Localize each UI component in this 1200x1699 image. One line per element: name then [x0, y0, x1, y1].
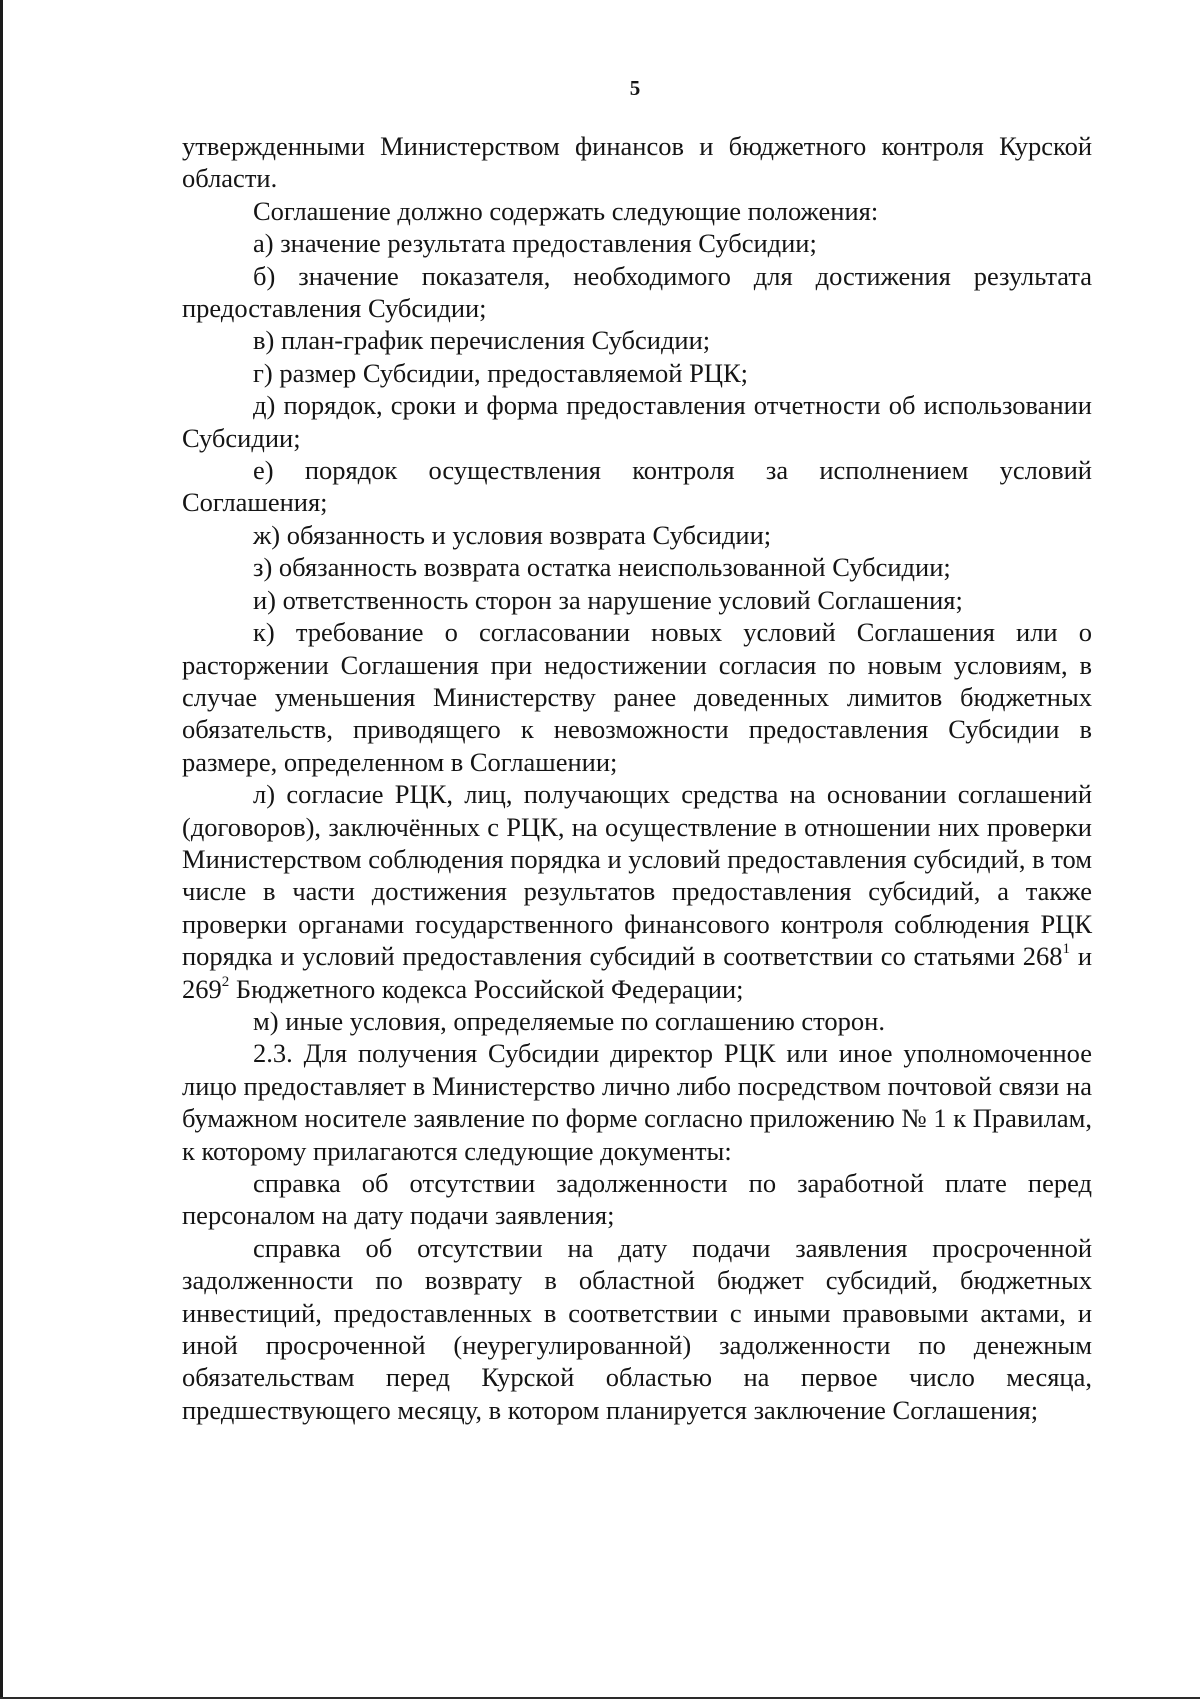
list-item-l-text-a: л) согласие РЦК, лиц, получающих средства на основании соглашений (договоров), заключённых с РЦК, на осуществление в отношении них проверки Министерством соблюдения порядка и условий предоставления субсидий, в том числе в части достижения результатов предоставления субсидий, а также проверки органами государственного финансового контроля соблюдения РЦК порядка и условий предоставления субсидий в соответствии со статьями 268 [182, 779, 1092, 972]
footnote-superscript-2: 2 [221, 973, 230, 990]
list-item-l-text-c: Бюджетного кодекса Российской Федерации; [229, 973, 744, 1004]
list-item-k: к) требование о согласовании новых условий Соглашения или о расторжении Соглашения при недостижении согласия по новым условиям, в случае уменьшения Министерству ранее доведенных лимитов бюджетных обязательств, приводящего к невозможности предоставления Субсидии в размере, определенном в Соглашении; [182, 617, 1092, 777]
list-item-m: м) иные условия, определяемые по соглашению сторон. [253, 1005, 885, 1036]
section-2-3: 2.3. Для получения Субсидии директор РЦК или иное уполномоченное лицо предоставляет в Министерство лично либо посредством почтовой связи на бумажном носителе заявление по форме согласно приложению № 1 к Правилам, к которому прилагаются следующие документы: [182, 1038, 1092, 1166]
list-item-v: в) план-график перечисления Субсидии; [253, 325, 711, 356]
footnote-superscript-1: 1 [1062, 941, 1071, 958]
list-item-l-text-b: и 269 [182, 941, 1092, 1004]
scan-edge-left [0, 0, 3, 1699]
document-body [182, 130, 1092, 1426]
list-item-g: г) размер Субсидии, предоставляемой РЦК; [253, 357, 749, 388]
paragraph-agreement-provisions: Соглашение должно содержать следующие положения: [253, 195, 879, 226]
list-item-z: з) обязанность возврата остатка неиспользованной Субсидии; [253, 552, 951, 583]
list-item-b: б) значение показателя, необходимого для достижения результата предоставления Субсидии; [182, 260, 1092, 324]
list-item-l [182, 778, 1092, 1005]
list-item-i: и) ответственность сторон за нарушение условий Соглашения; [253, 584, 963, 615]
list-item-zh: ж) обязанность и условия возврата Субсидии; [253, 519, 772, 550]
list-item-e: е) порядок осуществления контроля за исполнением условий Соглашения; [182, 455, 1092, 518]
list-item-d: д) порядок, сроки и форма предоставления отчетности об использовании Субсидии; [182, 390, 1092, 453]
document-item-debt-certificate: справка об отсутствии на дату подачи заявления просроченной задолженности по возврату в областной бюджет субсидий, бюджетных инвестиций, предоставленных в соответствии с иными правовыми актами, и иной просроченной (неурегулированной) задолженности по денежным обязательствам перед Курской областью на первое число месяца, предшествующего месяцу, в котором планируется заключение Соглашения; [182, 1232, 1092, 1425]
document-item-salary-certificate: справка об отсутствии задолженности по заработной плате перед персоналом на дату подачи заявления; [182, 1168, 1092, 1231]
paragraph-intro-continuation: утвержденными Министерством финансов и бюджетного контроля Курской области. [182, 131, 1092, 194]
page-number: 5 [629, 76, 641, 100]
list-item-a: а) значение результата предоставления Субсидии; [253, 228, 817, 259]
